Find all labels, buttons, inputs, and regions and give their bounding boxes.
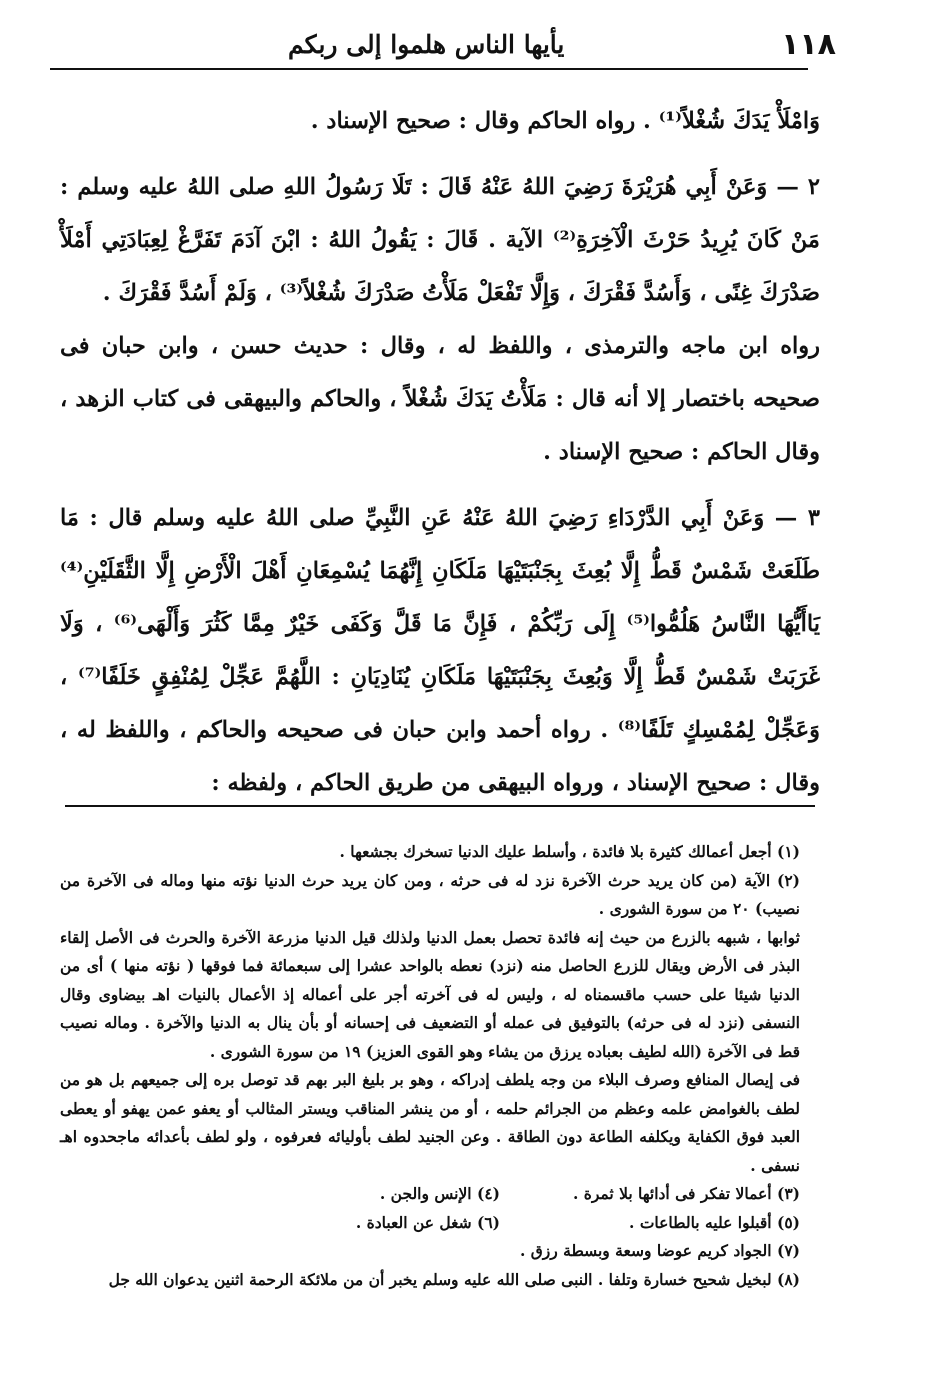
footnotes — [60, 838, 800, 1294]
footnote-7: (٧) الجواد كريم عوضا وسعة وبسطة رزق . — [519, 1241, 800, 1260]
footnote-separator — [65, 805, 815, 807]
hadith-2-source: رواه ابن ماجه والترمذى ، واللفظ له ، وقال : حديث حسن ، وابن حبان فى صحيحه باختصار إلا أنه قال : مَلَأْتُ يَدَكَ شُغْلاً ، والحاكم والبيهقى فى كتاب الزهد ، وقال الحاكم : صحيح الإسناد . — [60, 333, 820, 465]
footnote-6: (٦) شغل عن العبادة . — [355, 1212, 500, 1232]
footnote-2-commentary: ثوابها ، شبهه بالزرع من حيث إنه فائدة تحصل بعمل الدنيا ولذلك قيل الدنيا مزرعة الآخرة والحرث فى الأصل إلقاء البذر فى الأرض ويقال للزرع الحاصل منه (نزد) نعطه بالواحد عشرا إلى سبعمائة فما فوقها ( نؤته منها ) أى من الدنيا شيئا على حسب ماقسمناه له ، وليس له فى آخرته أجر على أعماله إذ الأعمال بالنيات اهـ بيضاوى وقال النسفى (نزد له فى حرثه) بالتوفيق فى عمله أو التضعيف فى إحسانه أو بأن ينال به الدنيا والآخرة . وماله نصيب قط فى الآخرة (الله لطيف بعباده يرزق من يشاء وهو القوى العزيز) ١٩ من سورة الشورى . — [60, 927, 800, 1061]
hadith-2: ٢ — وَعَنْ أَبِي هُرَيْرَةَ رَضِيَ اللهُ عَنْهُ قَالَ : تَلَا رَسُولُ اللهِ صلى اللهُ عليه وسلم : مَنْ كَانَ يُرِيدُ حَرْثَ الْآخِرَةِ⁽²⁾ الآية . قَالَ : يَقُولُ اللهُ : ابْنَ آدَمَ تَفَرَّغْ لِعِبَادَتِي أَمْلَأْ صَدْرَكَ غِنًى ، وَأَسُدَّ فَقْرَكَ ، وَإِلَّا تَفْعَلْ مَلَأْتُ صَدْرَكَ شُغْلاً⁽³⁾ ، وَلَمْ أَسُدَّ فَقْرَكَ . — [60, 174, 820, 306]
footnote-5: (٥) أقبلوا عليه بالطاعات . — [629, 1212, 800, 1232]
footnote-row-3-4 — [60, 1180, 800, 1209]
footnote-2: (٢) الآية (من كان يريد حرث الآخرة نزد له فى حرثه ، ومن كان يريد حرث الدنيا نؤته منها وماله فى الآخرة من نصيب) ٢٠ من سورة الشورى . — [60, 870, 800, 918]
footnote-8: (٨) لبخيل شحيح خسارة وتلفا . النبى صلى الله عليه وسلم يخبر أن من ملائكة الرحمة اثنين يدعوان الله جل — [108, 1269, 800, 1289]
hadith-3: ٣ — وَعَنْ أَبِي الدَّرْدَاءِ رَضِيَ اللهُ عَنْهُ عَنِ النَّبِيِّ صلى اللهُ عليه وسلم قال : مَا طَلَعَتْ شَمْسٌ قَطُّ إِلَّا بُعِثَ بِجَنْبَتَيْهَا مَلَكَانِ إِنَّهُمَا يُسْمِعَانِ أَهْلَ الْأَرْضِ إِلَّا الثَّقَلَيْنِ⁽⁴⁾ يَاأَيُّهَا النَّاسُ هَلُمُّوا⁽⁵⁾ إِلَى رَبِّكُمْ ، فَإِنَّ مَا قَلَّ وَكَفَى خَيْرٌ مِمَّا كَثُرَ وَأَلْهَى⁽⁶⁾ ، وَلَا غَرَبَتْ شَمْسٌ قَطُّ إِلَّا وَبُعِثَ بِجَنْبَتَيْهَا مَلَكَانِ يُنَادِيَانِ : اللَّهُمَّ عَجِّلْ لِمُنْفِقٍ خَلَفًا⁽⁷⁾ ، وَعَجِّلْ لِمُمْسِكٍ تَلَفًا⁽⁸⁾ . رواه أحمد وابن حبان فى صحيحه والحاكم ، واللفظ له ، وقال : صحيح الإسناد ، ورواه البيهقى من طريق الحاكم ، ولفظه : — [60, 505, 821, 796]
page-header — [58, 22, 836, 66]
paragraph-1: وَامْلَأْ يَدَكَ شُغْلاً⁽¹⁾ . رواه الحاكم وقال : صحيح الإسناد . — [310, 108, 820, 134]
running-title: يأيها الناس هلموا إلى ربكم — [288, 29, 565, 59]
footnote-1: (١) أجعل أعمالك كثيرة بلا فائدة ، وأسلط عليك الدنيا تسخرك بجشعها . — [339, 842, 800, 861]
footnote-2-commentary-cont: فى إيصال المنافع وصرف البلاء من وجه يلطف إدراكه ، وهو بر بليغ البر بهم قد توصل بره إلى جميعهم بل هو من لطف بالغوامض علمه وعظم من الجرائم حلمه ، أو من ينشر المناقب ويستر المثالب أو يعفو عمن يهفو أو يعطى العبد فوق الكفاية ويكلفه الطاعة دون الطاقة . وعن الجنيد لطف بأوليائه فعرفوه ، ولو لطف بأعدائه ماجحدوه اهـ نسفى . — [60, 1070, 800, 1175]
page-number: ١١٨ — [781, 26, 836, 62]
footnote-3: (٣) أعمالا تفكر فى أدائها بلا ثمرة . — [572, 1184, 800, 1203]
footnote-row-5-6 — [60, 1209, 800, 1238]
main-text — [60, 95, 820, 810]
header-rule — [50, 68, 808, 70]
footnote-4: (٤) الإنس والجن . — [379, 1184, 500, 1203]
